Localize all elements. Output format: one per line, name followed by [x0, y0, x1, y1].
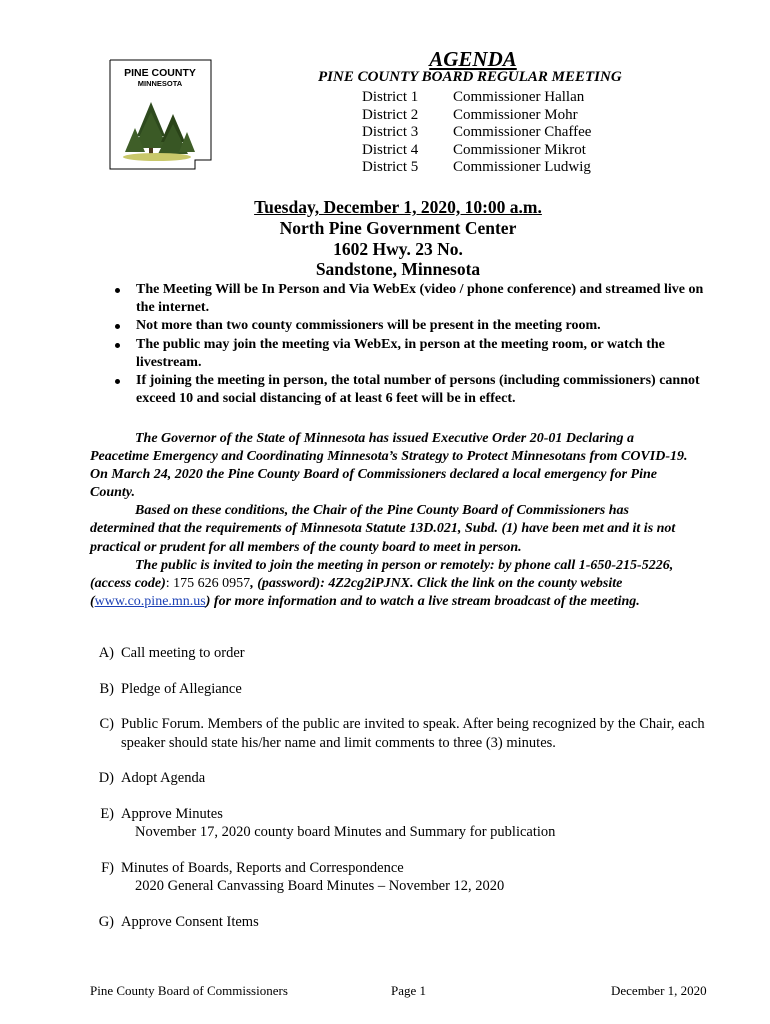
notice-text: , (password): 4Z2cg2iPJNX. Click the link on the county website (	[90, 575, 623, 609]
item-label: C)	[99, 716, 114, 732]
logo-text-1: PINE COUNTY	[124, 67, 196, 79]
meeting-date-time: Tuesday, December 1, 2020, 10:00 a.m.	[254, 197, 542, 217]
footer-page-number: Page 1	[391, 983, 427, 998]
item-subtext: November 17, 2020 county board Minutes and Summary for publication	[135, 824, 556, 840]
item-label: D)	[98, 770, 114, 786]
item-text: Adopt Agenda	[121, 770, 206, 786]
access-code: : 175 626 0957	[165, 575, 251, 591]
commissioner-name: Commissioner Mikrot	[453, 141, 586, 158]
commissioner-name: Commissioner Mohr	[453, 106, 578, 123]
district-label: District 5	[362, 159, 419, 176]
meeting-name: PINE COUNTY BOARD REGULAR MEETING	[318, 69, 622, 85]
notice-paragraph-2: Based on these conditions, the Chair of the Pine County Board of Commissioners has determined that the requirements of Minnesota Statute 13D.021, Subd. (1) have been met and it is not practical or prudent for all members of the county board to meet in person.	[90, 503, 676, 555]
district-label: District 4	[362, 141, 419, 158]
commissioner-name: Commissioner Hallan	[453, 89, 585, 105]
agenda-item	[68, 913, 708, 932]
agenda-item	[68, 769, 708, 788]
district-table	[362, 89, 591, 177]
notice-paragraph-1: The Governor of the State of Minnesota has issued Executive Order 20-01 Declaring a Peacetime Emergency and Coordinating Minnesota’s Strategy to Protect Minnesotans from COVID-19. On March 24, 2020 the Pine County Board of Commissioners declared a local emergency for Pine County.	[90, 431, 688, 501]
footer-date: December 1, 2020	[611, 983, 707, 998]
meeting-address: 1602 Hwy. 23 No.	[333, 238, 463, 259]
item-label: B)	[99, 680, 114, 697]
item-text: Call meeting to order	[121, 645, 245, 661]
footer-organization: Pine County Board of Commissioners	[90, 983, 288, 998]
item-label: A)	[98, 645, 114, 661]
meeting-city: Sandstone, Minnesota	[315, 259, 481, 280]
commissioner-name: Commissioner Chaffee	[453, 124, 592, 141]
pine-trees-icon	[123, 102, 195, 161]
district-row	[362, 142, 591, 160]
item-label: F)	[101, 859, 114, 876]
pine-county-logo	[107, 56, 213, 171]
district-label: District 3	[362, 124, 419, 141]
district-row	[362, 159, 591, 177]
item-text: Approve Minutes	[121, 805, 223, 822]
agenda-item	[68, 715, 708, 752]
agenda-item	[68, 644, 708, 663]
meeting-note: The public may join the meeting via WebEx, in person at the meeting room, or watch the livestream.	[110, 336, 710, 372]
commissioner-name: Commissioner Ludwig	[453, 159, 591, 176]
notice-paragraph-3	[90, 557, 690, 611]
agenda-item	[68, 680, 708, 699]
notice-text: ) for more information and to watch a live stream broadcast of the meeting.	[205, 593, 640, 609]
emergency-notice	[90, 430, 690, 611]
county-website-link[interactable]: www.co.pine.mn.us	[94, 593, 206, 609]
meeting-note: If joining the meeting in person, the total number of persons (including commissioners) cannot exceed 10 and social distancing of at least 6 feet will be in effect.	[110, 372, 710, 408]
agenda-item	[68, 859, 708, 896]
agenda-items	[68, 644, 708, 948]
district-row	[362, 89, 591, 107]
item-label: G)	[98, 913, 114, 930]
meeting-details	[0, 197, 770, 280]
district-row	[362, 124, 591, 142]
meeting-notes-list	[110, 281, 710, 408]
item-label: E)	[100, 805, 114, 822]
district-label: District 2	[362, 106, 419, 123]
item-text: Minutes of Boards, Reports and Correspondence	[121, 859, 404, 876]
agenda-heading: AGENDA	[429, 47, 517, 71]
item-text: Public Forum. Members of the public are invited to speak. After being recognized by the Chair, each speaker should state his/her name and limit comments to three (3) minutes.	[121, 716, 705, 751]
item-text: Approve Consent Items	[121, 913, 259, 930]
meeting-location: North Pine Government Center	[279, 217, 517, 238]
district-row	[362, 107, 591, 125]
item-subtext: 2020 General Canvassing Board Minutes – November 12, 2020	[135, 878, 505, 894]
district-label: District 1	[362, 89, 419, 105]
agenda-item	[68, 805, 708, 842]
item-text: Pledge of Allegiance	[121, 680, 242, 697]
notice-text: The public is invited to join the meeting in person or remotely: by phone call 1-650-215-5226, (access code)	[90, 557, 674, 591]
meeting-note: The Meeting Will be In Person and Via WebEx (video / phone conference) and streamed live on the internet.	[110, 281, 710, 317]
meeting-note: Not more than two county commissioners will be present in the meeting room.	[110, 317, 710, 335]
logo-text-2: MINNESOTA	[137, 79, 183, 88]
